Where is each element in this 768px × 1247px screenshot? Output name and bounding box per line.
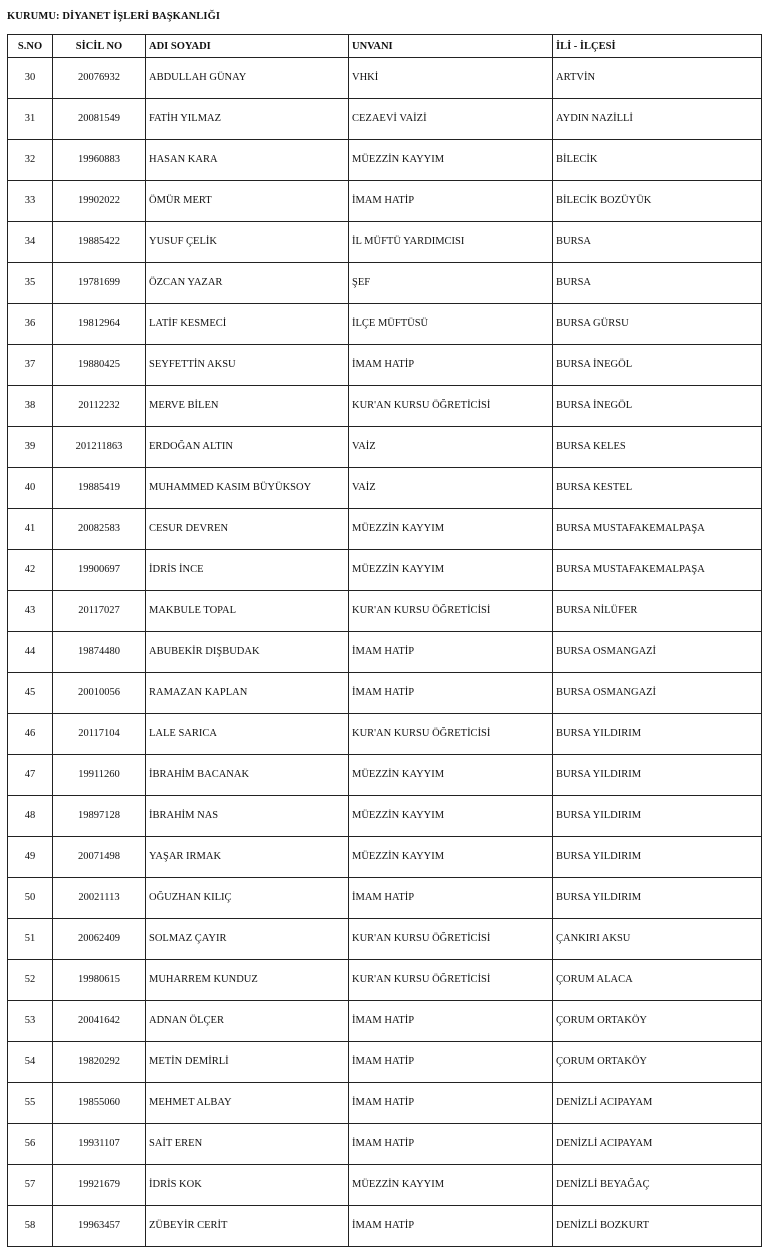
cell-name: YUSUF ÇELİK [146, 222, 349, 263]
cell-title: KUR'AN KURSU ÖĞRETİCİSİ [349, 960, 553, 1001]
cell-location: ÇANKIRI AKSU [553, 919, 762, 960]
table-row [8, 386, 762, 427]
cell-sno: 53 [8, 1001, 53, 1042]
cell-name: HASAN KARA [146, 140, 349, 181]
table-row [8, 1165, 762, 1206]
cell-sicil-no: 201211863 [53, 427, 146, 468]
cell-location: BURSA YILDIRIM [553, 796, 762, 837]
cell-sno: 57 [8, 1165, 53, 1206]
cell-sno: 50 [8, 878, 53, 919]
cell-name: LATİF KESMECİ [146, 304, 349, 345]
table-body [8, 58, 762, 1247]
cell-location: BURSA KELES [553, 427, 762, 468]
personnel-table [7, 34, 762, 1247]
cell-sno: 30 [8, 58, 53, 99]
table-row [8, 837, 762, 878]
cell-name: YAŞAR IRMAK [146, 837, 349, 878]
table-row [8, 796, 762, 837]
cell-location: BURSA YILDIRIM [553, 714, 762, 755]
cell-name: İBRAHİM NAS [146, 796, 349, 837]
cell-title: İMAM HATİP [349, 345, 553, 386]
cell-sicil-no: 20082583 [53, 509, 146, 550]
table-row [8, 673, 762, 714]
table-row [8, 632, 762, 673]
cell-name: CESUR DEVREN [146, 509, 349, 550]
cell-title: KUR'AN KURSU ÖĞRETİCİSİ [349, 919, 553, 960]
table-row [8, 919, 762, 960]
table-row [8, 1206, 762, 1247]
cell-sicil-no: 20010056 [53, 673, 146, 714]
cell-title: İMAM HATİP [349, 1042, 553, 1083]
column-header-name: ADI SOYADI [146, 35, 349, 58]
column-header-sno: S.NO [8, 35, 53, 58]
cell-location: BURSA YILDIRIM [553, 755, 762, 796]
cell-location: BURSA YILDIRIM [553, 878, 762, 919]
cell-title: MÜEZZİN KAYYIM [349, 755, 553, 796]
cell-title: İMAM HATİP [349, 1124, 553, 1165]
cell-sno: 38 [8, 386, 53, 427]
table-row [8, 591, 762, 632]
cell-sicil-no: 19980615 [53, 960, 146, 1001]
table-row [8, 509, 762, 550]
cell-title: KUR'AN KURSU ÖĞRETİCİSİ [349, 714, 553, 755]
cell-location: BİLECİK BOZÜYÜK [553, 181, 762, 222]
cell-sno: 55 [8, 1083, 53, 1124]
cell-sno: 31 [8, 99, 53, 140]
cell-location: BURSA [553, 263, 762, 304]
cell-sicil-no: 19874480 [53, 632, 146, 673]
cell-location: DENİZLİ ACIPAYAM [553, 1083, 762, 1124]
cell-location: BURSA YILDIRIM [553, 837, 762, 878]
cell-title: VAİZ [349, 427, 553, 468]
cell-name: ZÜBEYİR CERİT [146, 1206, 349, 1247]
cell-title: İLÇE MÜFTÜSÜ [349, 304, 553, 345]
cell-sno: 42 [8, 550, 53, 591]
cell-title: CEZAEVİ VAİZİ [349, 99, 553, 140]
cell-sno: 43 [8, 591, 53, 632]
cell-title: İMAM HATİP [349, 1001, 553, 1042]
cell-location: DENİZLİ BEYAĞAÇ [553, 1165, 762, 1206]
cell-sicil-no: 19855060 [53, 1083, 146, 1124]
table-row [8, 1124, 762, 1165]
cell-sicil-no: 20117027 [53, 591, 146, 632]
cell-title: İMAM HATİP [349, 632, 553, 673]
cell-sno: 37 [8, 345, 53, 386]
cell-title: ŞEF [349, 263, 553, 304]
cell-name: İBRAHİM BACANAK [146, 755, 349, 796]
cell-name: ABDULLAH GÜNAY [146, 58, 349, 99]
cell-sicil-no: 20062409 [53, 919, 146, 960]
table-header-row [8, 35, 762, 58]
cell-sicil-no: 19885419 [53, 468, 146, 509]
column-header-title: UNVANI [349, 35, 553, 58]
cell-sno: 48 [8, 796, 53, 837]
cell-sicil-no: 19963457 [53, 1206, 146, 1247]
cell-sno: 40 [8, 468, 53, 509]
cell-location: BURSA OSMANGAZİ [553, 632, 762, 673]
cell-location: BURSA [553, 222, 762, 263]
table-row [8, 1001, 762, 1042]
cell-name: MUHAMMED KASIM BÜYÜKSOY [146, 468, 349, 509]
cell-location: BURSA NİLÜFER [553, 591, 762, 632]
cell-title: İMAM HATİP [349, 878, 553, 919]
cell-sno: 32 [8, 140, 53, 181]
table-row [8, 222, 762, 263]
cell-sno: 45 [8, 673, 53, 714]
cell-location: BURSA KESTEL [553, 468, 762, 509]
cell-sno: 46 [8, 714, 53, 755]
column-header-sicil-no: SİCİL NO [53, 35, 146, 58]
cell-sicil-no: 19902022 [53, 181, 146, 222]
cell-sno: 51 [8, 919, 53, 960]
cell-title: VAİZ [349, 468, 553, 509]
table-row [8, 714, 762, 755]
cell-location: BURSA İNEGÖL [553, 386, 762, 427]
cell-sno: 52 [8, 960, 53, 1001]
cell-sicil-no: 19931107 [53, 1124, 146, 1165]
cell-location: BURSA İNEGÖL [553, 345, 762, 386]
cell-name: İDRİS İNCE [146, 550, 349, 591]
cell-location: ÇORUM ORTAKÖY [553, 1001, 762, 1042]
cell-title: KUR'AN KURSU ÖĞRETİCİSİ [349, 591, 553, 632]
cell-title: MÜEZZİN KAYYIM [349, 509, 553, 550]
cell-title: KUR'AN KURSU ÖĞRETİCİSİ [349, 386, 553, 427]
cell-location: BURSA MUSTAFAKEMALPAŞA [553, 509, 762, 550]
cell-sno: 35 [8, 263, 53, 304]
table-row [8, 181, 762, 222]
cell-title: İMAM HATİP [349, 1206, 553, 1247]
cell-sno: 54 [8, 1042, 53, 1083]
cell-sno: 49 [8, 837, 53, 878]
table-row [8, 99, 762, 140]
cell-location: ÇORUM ORTAKÖY [553, 1042, 762, 1083]
cell-sicil-no: 19880425 [53, 345, 146, 386]
table-row [8, 263, 762, 304]
cell-name: ÖZCAN YAZAR [146, 263, 349, 304]
cell-sicil-no: 19820292 [53, 1042, 146, 1083]
cell-name: OĞUZHAN KILIÇ [146, 878, 349, 919]
cell-sicil-no: 20076932 [53, 58, 146, 99]
cell-name: SAİT EREN [146, 1124, 349, 1165]
cell-name: İDRİS KOK [146, 1165, 349, 1206]
cell-name: METİN DEMİRLİ [146, 1042, 349, 1083]
cell-sno: 47 [8, 755, 53, 796]
cell-location: ARTVİN [553, 58, 762, 99]
cell-location: BURSA OSMANGAZİ [553, 673, 762, 714]
cell-sicil-no: 19911260 [53, 755, 146, 796]
cell-sicil-no: 20081549 [53, 99, 146, 140]
cell-sno: 33 [8, 181, 53, 222]
cell-title: İMAM HATİP [349, 181, 553, 222]
cell-name: RAMAZAN KAPLAN [146, 673, 349, 714]
table-row [8, 304, 762, 345]
cell-location: BİLECİK [553, 140, 762, 181]
table-row [8, 755, 762, 796]
table-row [8, 345, 762, 386]
cell-name: SOLMAZ ÇAYIR [146, 919, 349, 960]
cell-name: SEYFETTİN AKSU [146, 345, 349, 386]
cell-title: İMAM HATİP [349, 1083, 553, 1124]
cell-name: ABUBEKİR DIŞBUDAK [146, 632, 349, 673]
table-row [8, 1042, 762, 1083]
cell-name: MUHARREM KUNDUZ [146, 960, 349, 1001]
cell-sicil-no: 20041642 [53, 1001, 146, 1042]
cell-sicil-no: 19921679 [53, 1165, 146, 1206]
table-row [8, 878, 762, 919]
cell-name: ADNAN ÖLÇER [146, 1001, 349, 1042]
cell-name: LALE SARICA [146, 714, 349, 755]
cell-name: MEHMET ALBAY [146, 1083, 349, 1124]
cell-location: DENİZLİ ACIPAYAM [553, 1124, 762, 1165]
cell-sicil-no: 19781699 [53, 263, 146, 304]
cell-sno: 34 [8, 222, 53, 263]
table-row [8, 960, 762, 1001]
cell-location: DENİZLİ BOZKURT [553, 1206, 762, 1247]
cell-sicil-no: 20071498 [53, 837, 146, 878]
cell-sno: 44 [8, 632, 53, 673]
table-row [8, 140, 762, 181]
cell-sicil-no: 19897128 [53, 796, 146, 837]
cell-sicil-no: 20117104 [53, 714, 146, 755]
cell-name: ERDOĞAN ALTIN [146, 427, 349, 468]
column-header-location: İLİ - İLÇESİ [553, 35, 762, 58]
cell-title: MÜEZZİN KAYYIM [349, 796, 553, 837]
table-row [8, 1083, 762, 1124]
cell-location: BURSA GÜRSU [553, 304, 762, 345]
cell-sicil-no: 19885422 [53, 222, 146, 263]
cell-sno: 56 [8, 1124, 53, 1165]
cell-title: İMAM HATİP [349, 673, 553, 714]
cell-sicil-no: 19960883 [53, 140, 146, 181]
cell-location: AYDIN NAZİLLİ [553, 99, 762, 140]
cell-sno: 36 [8, 304, 53, 345]
cell-sno: 58 [8, 1206, 53, 1247]
cell-title: İL MÜFTÜ YARDIMCISI [349, 222, 553, 263]
cell-sicil-no: 20021113 [53, 878, 146, 919]
cell-sicil-no: 19812964 [53, 304, 146, 345]
cell-location: BURSA MUSTAFAKEMALPAŞA [553, 550, 762, 591]
cell-sicil-no: 20112232 [53, 386, 146, 427]
table-row [8, 468, 762, 509]
table-row [8, 58, 762, 99]
cell-name: FATİH YILMAZ [146, 99, 349, 140]
cell-name: MAKBULE TOPAL [146, 591, 349, 632]
cell-name: MERVE BİLEN [146, 386, 349, 427]
cell-title: MÜEZZİN KAYYIM [349, 140, 553, 181]
cell-sno: 39 [8, 427, 53, 468]
cell-location: ÇORUM ALACA [553, 960, 762, 1001]
cell-title: MÜEZZİN KAYYIM [349, 1165, 553, 1206]
table-row [8, 550, 762, 591]
cell-name: ÖMÜR MERT [146, 181, 349, 222]
cell-title: MÜEZZİN KAYYIM [349, 550, 553, 591]
cell-sno: 41 [8, 509, 53, 550]
institution-header: KURUMU: DİYANET İŞLERİ BAŞKANLIĞI [7, 11, 221, 22]
table-row [8, 427, 762, 468]
cell-sicil-no: 19900697 [53, 550, 146, 591]
cell-title: VHKİ [349, 58, 553, 99]
cell-title: MÜEZZİN KAYYIM [349, 837, 553, 878]
